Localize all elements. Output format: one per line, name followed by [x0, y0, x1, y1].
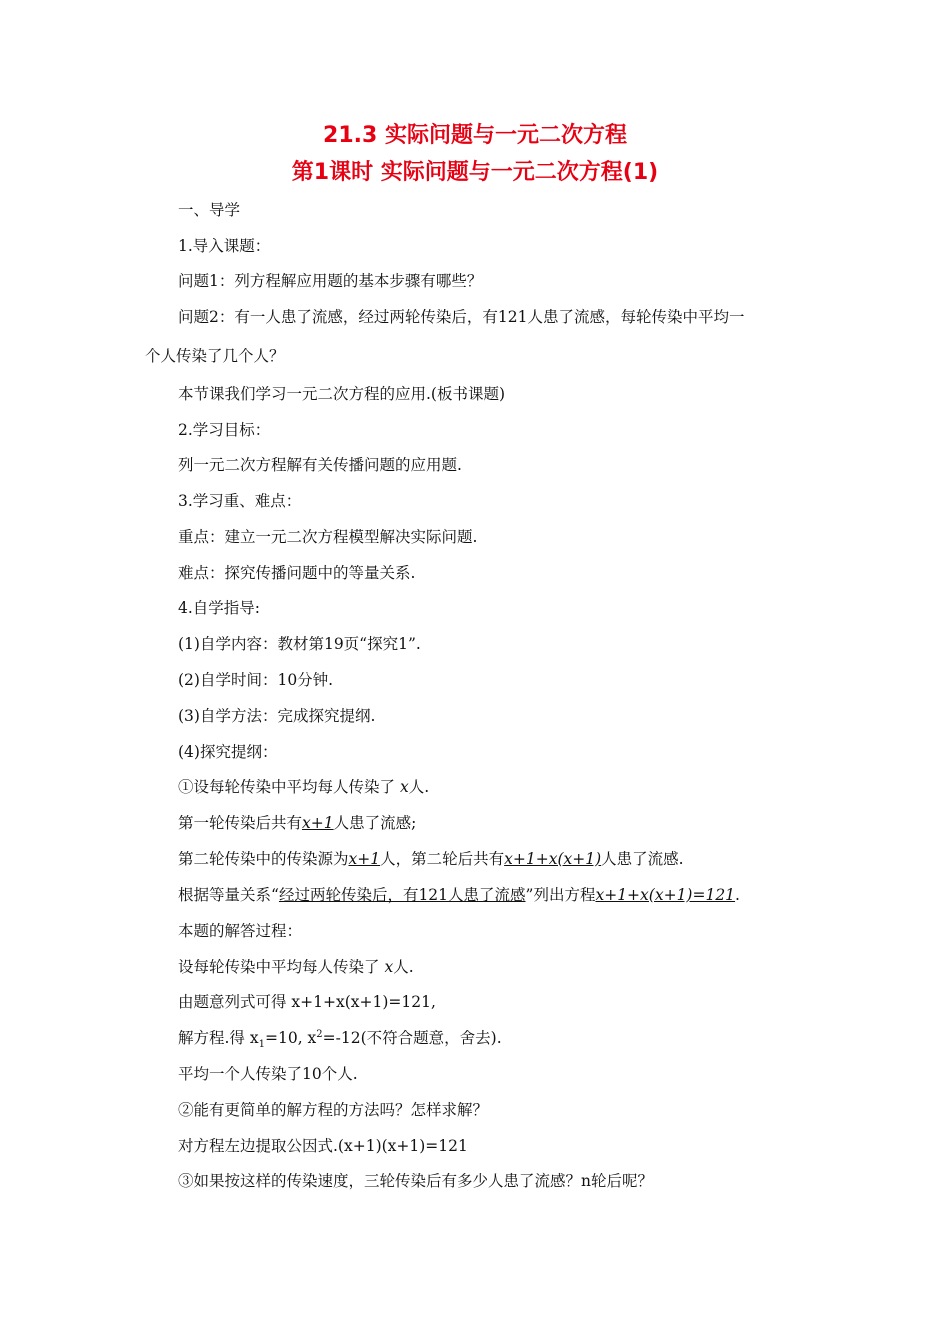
text-line: 列一元二次方程解有关传播问题的应用题. — [178, 456, 462, 474]
text-line: (1)自学内容：教材第19页“探究1”. — [178, 635, 421, 653]
text-line: 问题1：列方程解应用题的基本步骤有哪些？ — [178, 272, 483, 290]
text-span: ①设每轮传染中平均每人传染了 — [178, 778, 396, 796]
text-span: 人患了流感. — [601, 850, 684, 868]
text-line: 难点：探究传播问题中的等量关系. — [178, 564, 416, 582]
text-span: 人患了流感; — [333, 814, 417, 832]
text-line: 3.学习重、难点： — [178, 492, 302, 510]
text-line: 对方程左边提取公因式.(x+1)(x+1)=121 — [178, 1137, 468, 1155]
text-line: 本节课我们学习一元二次方程的应用.(板书课题) — [178, 385, 506, 403]
text-line: (4)探究提纲： — [178, 743, 278, 761]
text-line — [178, 776, 429, 798]
text-line — [178, 884, 740, 906]
text-line: 本题的解答过程： — [178, 922, 303, 940]
text-line: 个人传染了几个人？ — [145, 347, 285, 365]
text-span: 第一轮传染后共有 — [178, 814, 303, 832]
answer-blank: x+1 — [348, 850, 381, 868]
text-line: 由题意列式可得 x+1+x(x+1)=121, — [178, 993, 436, 1011]
text-line — [178, 848, 684, 870]
text-line: 重点：建立一元二次方程模型解决实际问题. — [178, 528, 478, 546]
text-span: =10, x — [264, 1029, 317, 1047]
text-line — [178, 812, 416, 834]
answer-blank: 经过两轮传染后，有121人患了流感 — [278, 886, 526, 904]
text-span: . — [735, 886, 740, 904]
answer-blank: x+1+x(x+1)=121 — [595, 886, 736, 904]
answer-blank: x+1+x(x+1) — [504, 850, 602, 868]
text-span: 解方程.得 x — [178, 1029, 259, 1047]
subscript: 1 — [258, 1039, 265, 1051]
text-span: 第二轮传染中的传染源为 — [178, 850, 349, 868]
text-span: ”列出方程 — [525, 886, 596, 904]
text-span: 人. — [408, 778, 430, 796]
section-heading: 一、导学 — [178, 201, 241, 219]
lesson-subtitle: 第1课时 实际问题与一元二次方程(1) — [291, 160, 659, 185]
text-span: 人，第二轮后共有 — [380, 850, 505, 868]
text-line: (2)自学时间：10分钟. — [178, 671, 334, 689]
text-span: 根据等量关系“ — [178, 886, 279, 904]
text-line: 1.导入课题： — [178, 237, 271, 255]
variable: x — [399, 778, 409, 796]
text-line: (3)自学方法：完成探究提纲. — [178, 707, 376, 725]
lesson-title: 21.3 实际问题与一元二次方程 — [323, 123, 627, 148]
text-line — [178, 956, 414, 978]
answer-blank: x+1 — [302, 814, 334, 832]
text-span: 人. — [393, 958, 414, 976]
text-line: 4.自学指导: — [178, 599, 261, 617]
variable: x — [384, 958, 394, 976]
text-span: 设每轮传染中平均每人传染了 — [178, 958, 380, 976]
text-line — [178, 1027, 502, 1049]
text-line: ②能有更简单的解方程的方法吗？怎样求解？ — [178, 1101, 489, 1119]
text-span: =-12(不符合题意，舍去). — [322, 1029, 502, 1047]
text-line: 问题2：有一人患了流感，经过两轮传染后，有121人患了流感，每轮传染中平均一 — [178, 308, 745, 326]
text-line: 平均一个人传染了10个人. — [178, 1065, 358, 1083]
text-line: 2.学习目标： — [178, 421, 271, 439]
superscript: 2 — [316, 1028, 323, 1040]
text-line: ③如果按这样的传染速度，三轮传染后有多少人患了流感？n轮后呢？ — [178, 1172, 653, 1190]
